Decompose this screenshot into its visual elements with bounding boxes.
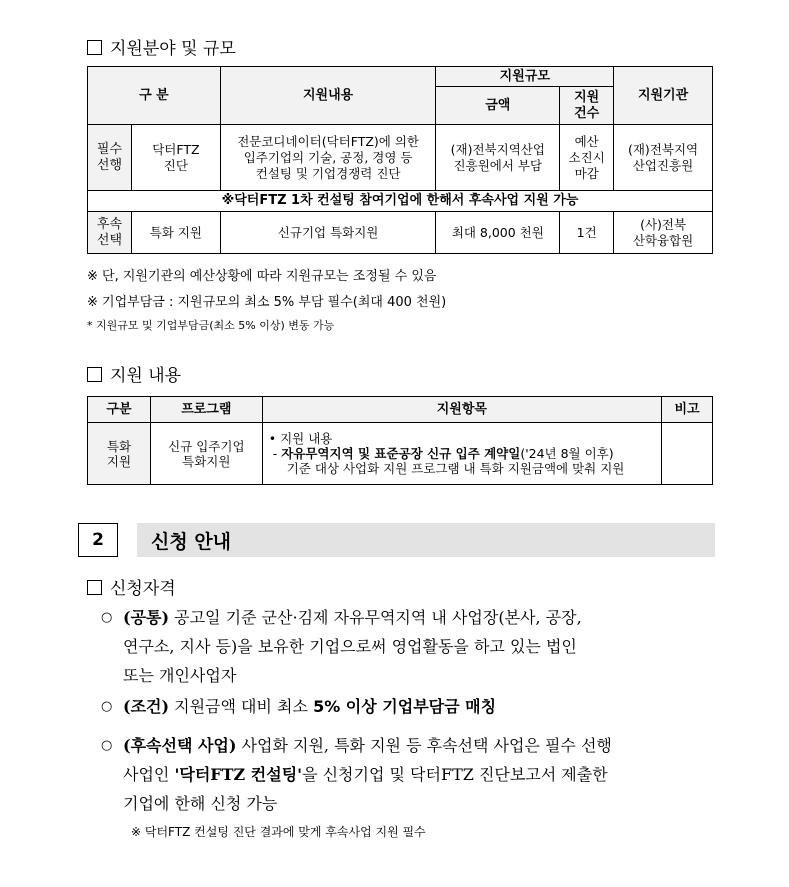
row-support-items: • 지원 내용 - 자유무역지역 및 표준공장 신규 입주 계약일('24년 8월 이후) 기준 대상 사업화 지원 프로그램 내 특화 지원금액에 맞춰 지원 — [262, 423, 661, 485]
header-category: 구 분 — [88, 67, 221, 125]
row-name-special: 특화 지원 — [131, 212, 220, 254]
row-agency-jbtp: (재)전북지역 산업진흥원 — [614, 125, 713, 191]
row-count-budget: 예산 소진시 마감 — [560, 125, 614, 191]
row-count-one: 1건 — [560, 212, 614, 254]
row-remarks — [662, 423, 713, 485]
row-amount-borne: (재)전북지역산업 진흥원에서 부담 — [436, 125, 560, 191]
row-amount-max: 최대 8,000 천원 — [436, 212, 560, 254]
header-program: 프로그램 — [150, 397, 262, 423]
header-scale: 지원규모 — [436, 67, 614, 87]
row-label-optional: 후속 선택 — [88, 212, 132, 254]
support-scale-table — [87, 66, 713, 254]
note-budget: ※ 단, 지원기관의 예산상황에 따라 지원규모는 조정될 수 있음 — [87, 269, 437, 284]
row-agency-jbcic: (사)전북 산학융합원 — [614, 212, 713, 254]
header-count: 지원 건수 — [560, 87, 614, 125]
support-content-table — [87, 396, 713, 485]
checkbox-square-icon — [87, 580, 102, 595]
checkbox-square-icon — [87, 367, 102, 382]
header-content: 지원내용 — [220, 67, 436, 125]
section-title-text: 지원 내용 — [110, 366, 182, 386]
section-number: 2 — [78, 523, 118, 557]
row-program-new: 신규 입주기업 특화지원 — [150, 423, 262, 485]
footnote-followup: ※ 닥터FTZ 컨설팅 진단 결과에 맞게 후속사업 지원 필수 — [131, 825, 426, 839]
row-label-mandatory: 필수 선행 — [88, 125, 132, 191]
section-title-support-field — [87, 34, 236, 59]
subsection-title-text: 신청자격 — [110, 579, 176, 599]
followup-notice: ※닥터FTZ 1차 컨설팅 참여기업에 한해서 후속사업 지원 가능 — [88, 191, 713, 212]
row-content-consulting: 전문코디네이터(닥터FTZ)에 의한 입주기업의 기술, 공정, 경영 등 컨설팅 및 기업경쟁력 진단 — [220, 125, 436, 191]
section-title-text: 지원분야 및 규모 — [110, 39, 236, 59]
header-items: 지원항목 — [262, 397, 661, 423]
bullet-common: ○ (공통) 공고일 기준 군산·김제 자유무역지역 내 사업장(본사, 공장, 연구소, 지사 등)을 보유한 기업으로써 영업활동을 하고 있는 법인 또는 개인사업자 — [101, 603, 721, 690]
circle-bullet-icon: ○ — [101, 738, 113, 753]
subsection-title-eligibility — [87, 574, 176, 599]
row-category-special: 특화 지원 — [88, 423, 151, 485]
section-title-support-content — [87, 361, 181, 386]
row-name-doctor-ftz: 닥터FTZ 진단 — [131, 125, 220, 191]
row-content-new-company: 신규기업 특화지원 — [220, 212, 436, 254]
section-heading-bar — [137, 523, 715, 557]
header-agency: 지원기관 — [614, 67, 713, 125]
circle-bullet-icon: ○ — [101, 699, 113, 714]
checkbox-square-icon — [87, 40, 102, 55]
note-variable: * 지원규모 및 기업부담금(최소 5% 이상) 변동 가능 — [87, 319, 335, 332]
section-heading-text: 신청 안내 — [151, 530, 232, 553]
bullet-condition: ○ (조건) 지원금액 대비 최소 5% 이상 기업부담금 매칭 — [101, 692, 721, 721]
header-amount: 금액 — [436, 87, 560, 125]
circle-bullet-icon: ○ — [101, 610, 113, 625]
header-remarks: 비고 — [662, 397, 713, 423]
header-category: 구분 — [88, 397, 151, 423]
bullet-followup: ○ (후속선택 사업) 사업화 지원, 특화 지원 등 후속선택 사업은 필수 선행 사업인 '닥터FTZ 컨설팅'을 신청기업 및 닥터FTZ 진단보고서 제출한 기업에 한해 신청 가능 — [101, 731, 721, 818]
note-contribution: ※ 기업부담금 : 지원규모의 최소 5% 부담 필수(최대 400 천원) — [87, 295, 447, 310]
